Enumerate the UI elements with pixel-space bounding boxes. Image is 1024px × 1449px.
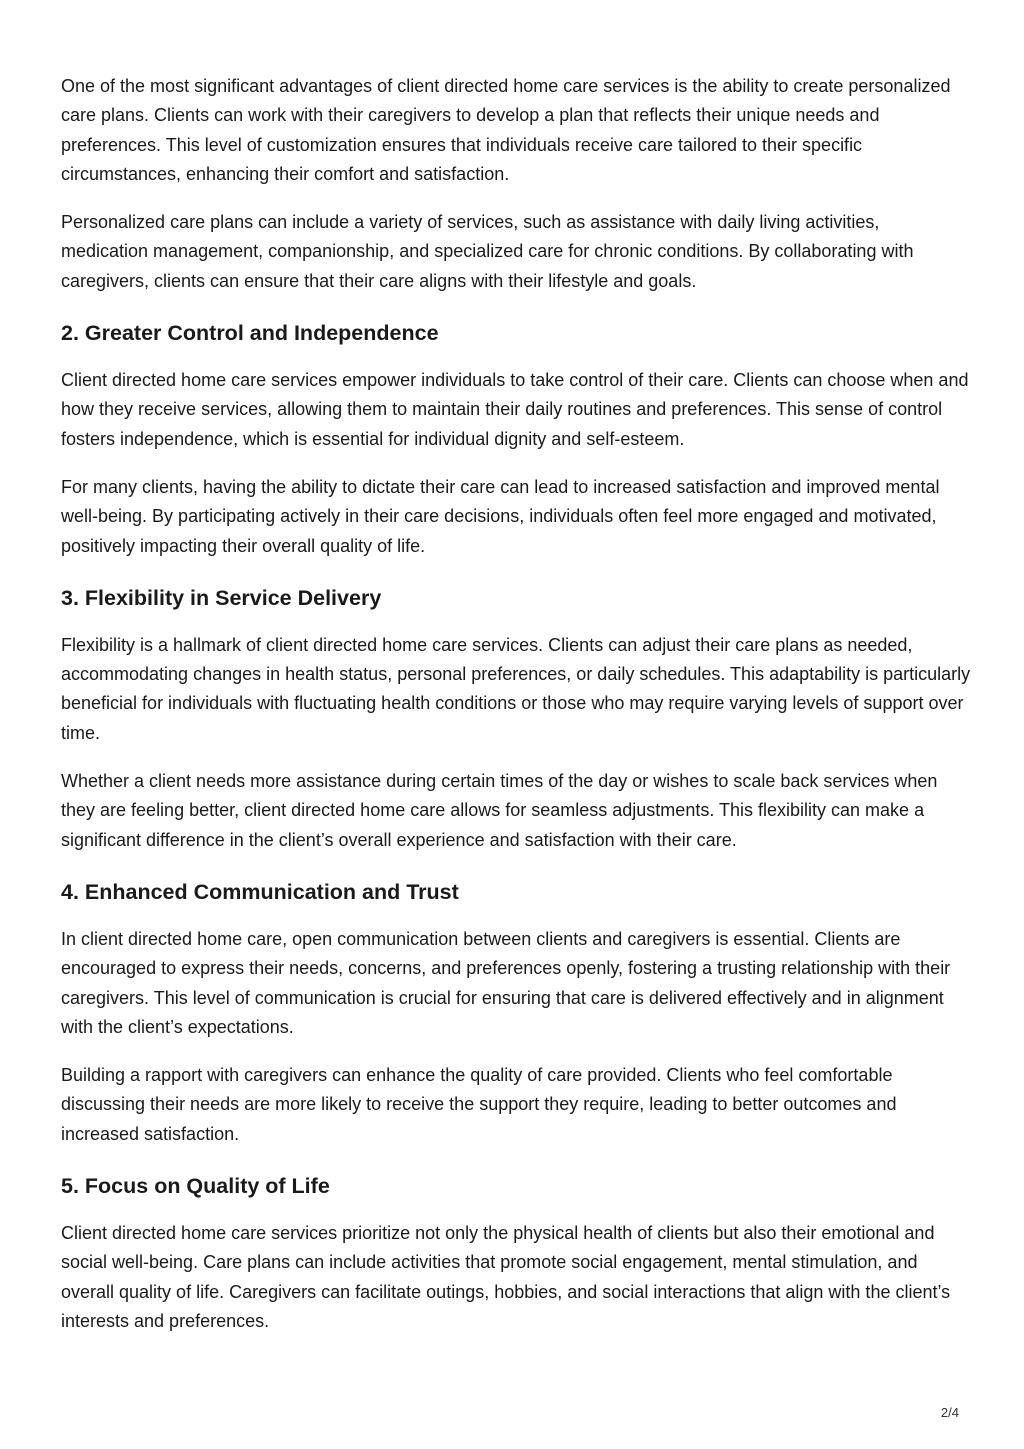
document-page xyxy=(61,72,971,1355)
section-paragraph: Building a rapport with caregivers can enhance the quality of care provided. Clients who feel comfortable discussing their needs are more likely to receive the support they require, leading to better outcomes and increased satisfaction. xyxy=(61,1065,897,1144)
section-heading: 5. Focus on Quality of Life xyxy=(61,1174,330,1199)
intro-paragraph: One of the most significant advantages of client directed home care services is the ability to create personalized care plans. Clients can work with their caregivers to develop a plan that reflects their unique needs and preferences. This level of customization ensures that individuals receive care tailored to their specific circumstances, enhancing their comfort and satisfaction. xyxy=(61,76,951,184)
section-paragraph: Client directed home care services empower individuals to take control of their care. Clients can choose when and how they receive services, allowing them to maintain their daily routines and preferences. This sense of control fosters independence, which is essential for individual dignity and self-esteem. xyxy=(61,370,969,449)
section-paragraph: In client directed home care, open communication between clients and caregivers is essential. Clients are encouraged to express their needs, concerns, and preferences openly, fostering a trusting relationship with their caregivers. This level of communication is crucial for ensuring that care is delivered effectively and in alignment with the client’s expectations. xyxy=(61,928,951,1037)
intro-paragraph: Personalized care plans can include a variety of services, such as assistance with daily living activities, medication management, companionship, and specialized care for chronic conditions. By collaborating with caregivers, clients can ensure that their care aligns with their lifestyle and goals. xyxy=(61,212,914,291)
page-number: 2/4 xyxy=(940,1405,959,1420)
section-paragraph: Whether a client needs more assistance during certain times of the day or wishes to scale back services when they are feeling better, client directed home care allows for seamless adjustments. This flexibility can make a significant difference in the client’s overall experience and satisfaction with their care. xyxy=(61,771,938,850)
section-heading: 3. Flexibility in Service Delivery xyxy=(61,585,382,610)
section-paragraph: For many clients, having the ability to dictate their care can lead to increased satisfaction and improved mental well-being. By participating actively in their care decisions, individuals often feel more engaged and motivated, positively impacting their overall quality of life. xyxy=(61,476,940,556)
section-heading: 4. Enhanced Communication and Trust xyxy=(61,879,459,904)
section-paragraph: Flexibility is a hallmark of client directed home care services. Clients can adjust their care plans as needed, accommodating changes in health status, personal preferences, or daily schedules. This adaptability is particularly beneficial for individuals with fluctuating health conditions or those who may require varying levels of support over time. xyxy=(61,634,971,743)
section-paragraph: Client directed home care services prioritize not only the physical health of clients but also their emotional and social well-being. Care plans can include activities that promote social engagement, mental stimulation, and overall quality of life. Caregivers can facilitate outings, hobbies, and social interactions that align with the client’s interests and preferences. xyxy=(61,1223,951,1331)
section-heading: 2. Greater Control and Independence xyxy=(61,321,439,346)
